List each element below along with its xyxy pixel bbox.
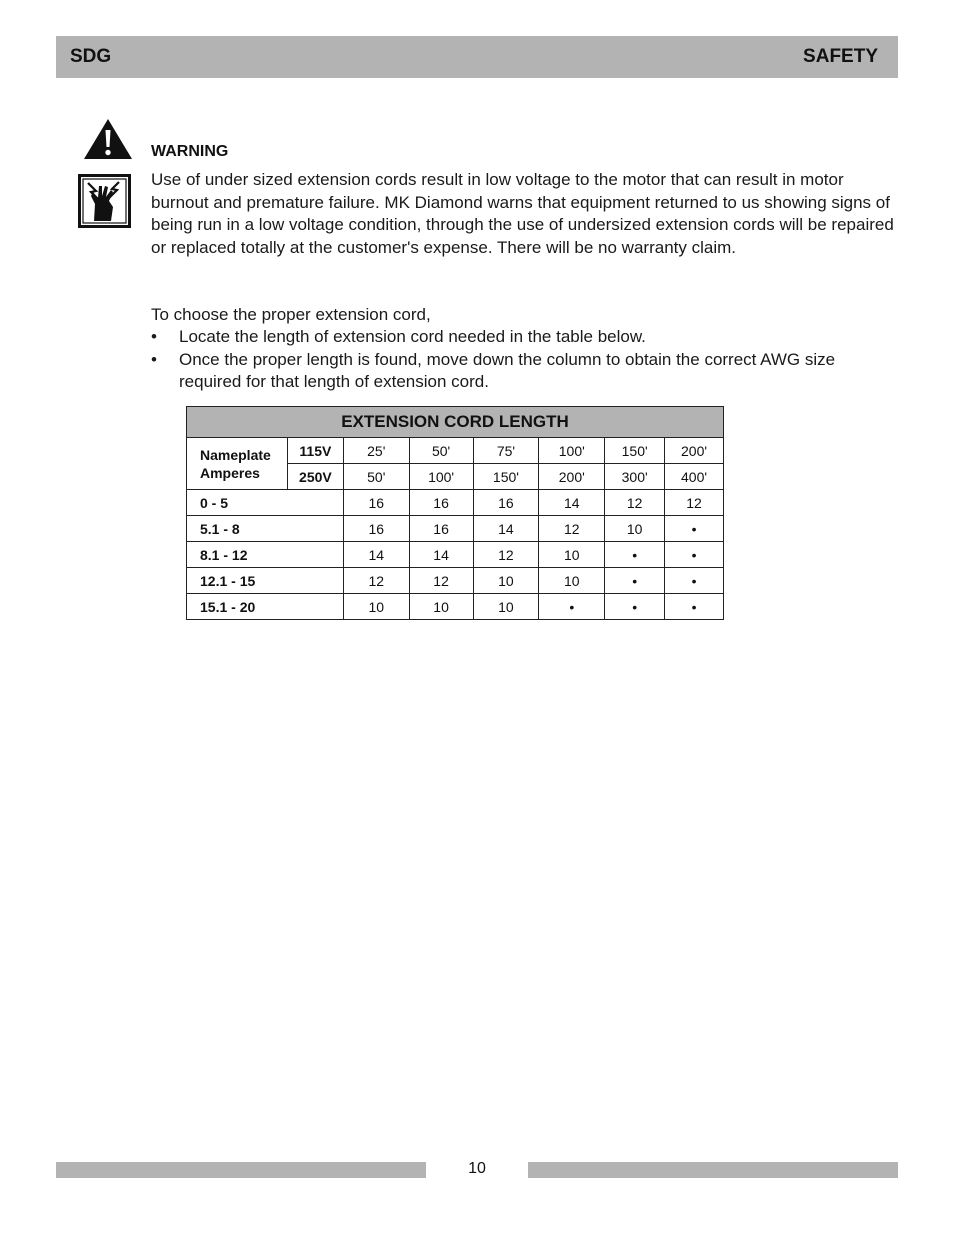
awg-cell: • bbox=[539, 594, 605, 620]
length-cell: 150' bbox=[605, 438, 665, 464]
length-cell: 25' bbox=[343, 438, 409, 464]
instructions-intro: To choose the proper extension cord, bbox=[151, 305, 431, 324]
page-number: 10 bbox=[468, 1160, 486, 1177]
length-cell: 75' bbox=[473, 438, 539, 464]
awg-cell: 12 bbox=[473, 542, 539, 568]
amperes-label: Amperes bbox=[200, 464, 260, 481]
awg-cell: • bbox=[665, 542, 724, 568]
awg-cell: 16 bbox=[343, 490, 409, 516]
awg-cell: 12 bbox=[539, 516, 605, 542]
table-row bbox=[187, 516, 724, 542]
instruction-list bbox=[151, 326, 896, 394]
table-title: EXTENSION CORD LENGTH bbox=[187, 407, 724, 438]
length-cell: 100' bbox=[539, 438, 605, 464]
awg-cell: 16 bbox=[409, 490, 473, 516]
awg-cell: 16 bbox=[343, 516, 409, 542]
voltage-label: 250V bbox=[287, 464, 343, 490]
length-cell: 200' bbox=[539, 464, 605, 490]
footer-bar-left bbox=[56, 1162, 426, 1178]
table-row bbox=[187, 542, 724, 568]
bullet-marker: • bbox=[151, 327, 157, 346]
awg-cell: 10 bbox=[473, 568, 539, 594]
warning-text: Use of under sized extension cords result in low voltage to the motor that can result in motor burnout and premature failure. MK Diamond warns that equipment returned to us showing signs of being run in a low voltage condition, through the use of undersized extension cords will be repaired or replaced totally at the customer's expense. There will be no warranty claim. bbox=[151, 170, 894, 257]
awg-cell: 10 bbox=[343, 594, 409, 620]
extension-cord-table bbox=[186, 406, 724, 620]
list-item-text: Once the proper length is found, move down the column to obtain the correct AWG size required for that length of extension cord. bbox=[179, 349, 836, 391]
nameplate-label: Nameplate bbox=[200, 446, 271, 463]
warning-triangle-icon bbox=[83, 118, 133, 160]
awg-cell: 10 bbox=[409, 594, 473, 620]
length-cell: 100' bbox=[409, 464, 473, 490]
amps-range-cell: 8.1 - 12 bbox=[187, 542, 344, 568]
amps-range-cell: 5.1 - 8 bbox=[187, 516, 344, 542]
amps-range-cell: 12.1 - 15 bbox=[187, 568, 344, 594]
awg-cell: 10 bbox=[473, 594, 539, 620]
table-row bbox=[187, 594, 724, 620]
awg-cell: 14 bbox=[539, 490, 605, 516]
voltage-label: 115V bbox=[287, 438, 343, 464]
awg-cell: 14 bbox=[409, 542, 473, 568]
list-item-text: Locate the length of extension cord needed in the table below. bbox=[179, 327, 646, 346]
awg-cell: • bbox=[665, 568, 724, 594]
list-item bbox=[151, 326, 896, 349]
awg-cell: 10 bbox=[539, 542, 605, 568]
awg-cell: • bbox=[665, 594, 724, 620]
length-cell: 200' bbox=[665, 438, 724, 464]
awg-cell: 10 bbox=[605, 516, 665, 542]
warning-icons bbox=[78, 118, 134, 228]
table-row bbox=[187, 490, 724, 516]
awg-cell: 12 bbox=[605, 490, 665, 516]
amps-range-cell: 0 - 5 bbox=[187, 490, 344, 516]
header-bar bbox=[56, 36, 898, 78]
awg-cell: 16 bbox=[409, 516, 473, 542]
awg-cell: 12 bbox=[343, 568, 409, 594]
awg-cell: • bbox=[665, 516, 724, 542]
electric-shock-icon bbox=[78, 174, 131, 228]
table-row bbox=[187, 568, 724, 594]
bullet-marker: • bbox=[151, 349, 157, 369]
awg-cell: • bbox=[605, 594, 665, 620]
nameplate-amperes-header bbox=[187, 438, 288, 490]
awg-cell: • bbox=[605, 568, 665, 594]
awg-cell: 14 bbox=[343, 542, 409, 568]
length-cell: 400' bbox=[665, 464, 724, 490]
length-cell: 150' bbox=[473, 464, 539, 490]
awg-cell: 16 bbox=[473, 490, 539, 516]
awg-cell: 14 bbox=[473, 516, 539, 542]
header-right-title: SAFETY bbox=[803, 46, 878, 67]
length-cell: 50' bbox=[343, 464, 409, 490]
list-item bbox=[151, 349, 896, 394]
footer-bar-right bbox=[528, 1162, 898, 1178]
length-cell: 50' bbox=[409, 438, 473, 464]
awg-cell: 12 bbox=[409, 568, 473, 594]
awg-cell: 10 bbox=[539, 568, 605, 594]
warning-title: WARNING bbox=[151, 143, 229, 160]
awg-cell: • bbox=[605, 542, 665, 568]
amps-range-cell: 15.1 - 20 bbox=[187, 594, 344, 620]
length-cell: 300' bbox=[605, 464, 665, 490]
awg-cell: 12 bbox=[665, 490, 724, 516]
header-left-title: SDG bbox=[70, 46, 112, 67]
